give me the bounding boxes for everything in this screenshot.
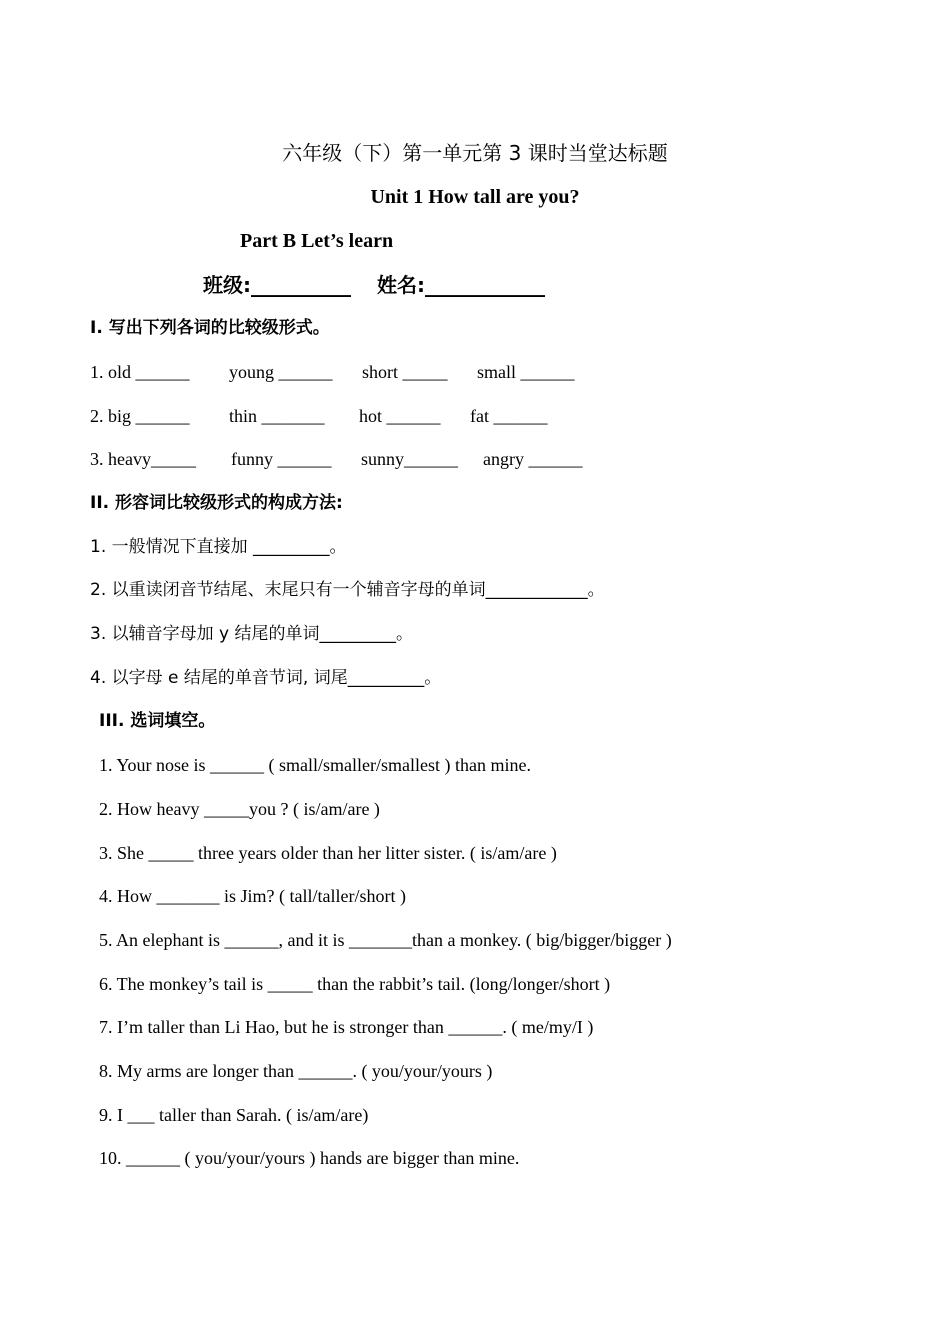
rule-item: 1. 一般情况下直接加 _________。 <box>90 537 347 557</box>
question-item: 1. Your nose is ______ ( small/smaller/smallest ) than mine. <box>99 755 531 775</box>
rule-item: 4. 以字母 e 结尾的单音节词, 词尾_________。 <box>90 668 442 688</box>
name-field: 姓名:____________ <box>377 273 545 297</box>
question-item: 4. How _______ is Jim? ( tall/taller/short ) <box>99 886 406 906</box>
word-blank: 1. old ______ <box>90 362 190 382</box>
word-blank: funny ______ <box>231 449 332 469</box>
question-item: 5. An elephant is ______, and it is _______than a monkey. ( big/bigger/bigger ) <box>99 930 672 950</box>
question-item: 10. ______ ( you/your/yours ) hands are bigger than mine. <box>99 1148 520 1168</box>
word-blank: small ______ <box>477 362 575 382</box>
question-item: 8. My arms are longer than ______. ( you/your/yours ) <box>99 1061 493 1081</box>
word-blank: fat ______ <box>470 406 548 426</box>
page-title: 六年级（下）第一单元第 3 课时当堂达标题 <box>282 141 668 165</box>
section3-heading: III. 选词填空。 <box>99 711 216 731</box>
part-title: Part B Let’s learn <box>240 230 394 252</box>
rule-item: 2. 以重读闭音节结尾、末尾只有一个辅音字母的单词____________。 <box>90 580 605 600</box>
section2-heading: II. 形容词比较级形式的构成方法: <box>90 493 343 513</box>
question-item: 7. I’m taller than Li Hao, but he is stronger than ______. ( me/my/I ) <box>99 1017 594 1037</box>
question-item: 2. How heavy _____you ? ( is/am/are ) <box>99 799 380 819</box>
word-blank: thin _______ <box>229 406 325 426</box>
rule-item: 3. 以辅音字母加 y 结尾的单词_________。 <box>90 624 413 644</box>
word-blank: short _____ <box>362 362 448 382</box>
unit-title: Unit 1 How tall are you? <box>370 186 580 208</box>
question-item: 3. She _____ three years older than her litter sister. ( is/am/are ) <box>99 843 557 863</box>
word-blank: 3. heavy_____ <box>90 449 196 469</box>
word-blank: 2. big ______ <box>90 406 190 426</box>
class-field: 班级:__________ <box>203 273 351 297</box>
word-blank: sunny______ <box>361 449 459 469</box>
word-blank: young ______ <box>229 362 333 382</box>
word-blank: angry ______ <box>483 449 583 469</box>
question-item: 9. I ___ taller than Sarah. ( is/am/are) <box>99 1105 369 1125</box>
word-blank: hot ______ <box>359 406 441 426</box>
question-item: 6. The monkey’s tail is _____ than the rabbit’s tail. (long/longer/short ) <box>99 974 611 994</box>
section1-heading: I. 写出下列各词的比较级形式。 <box>90 318 330 338</box>
